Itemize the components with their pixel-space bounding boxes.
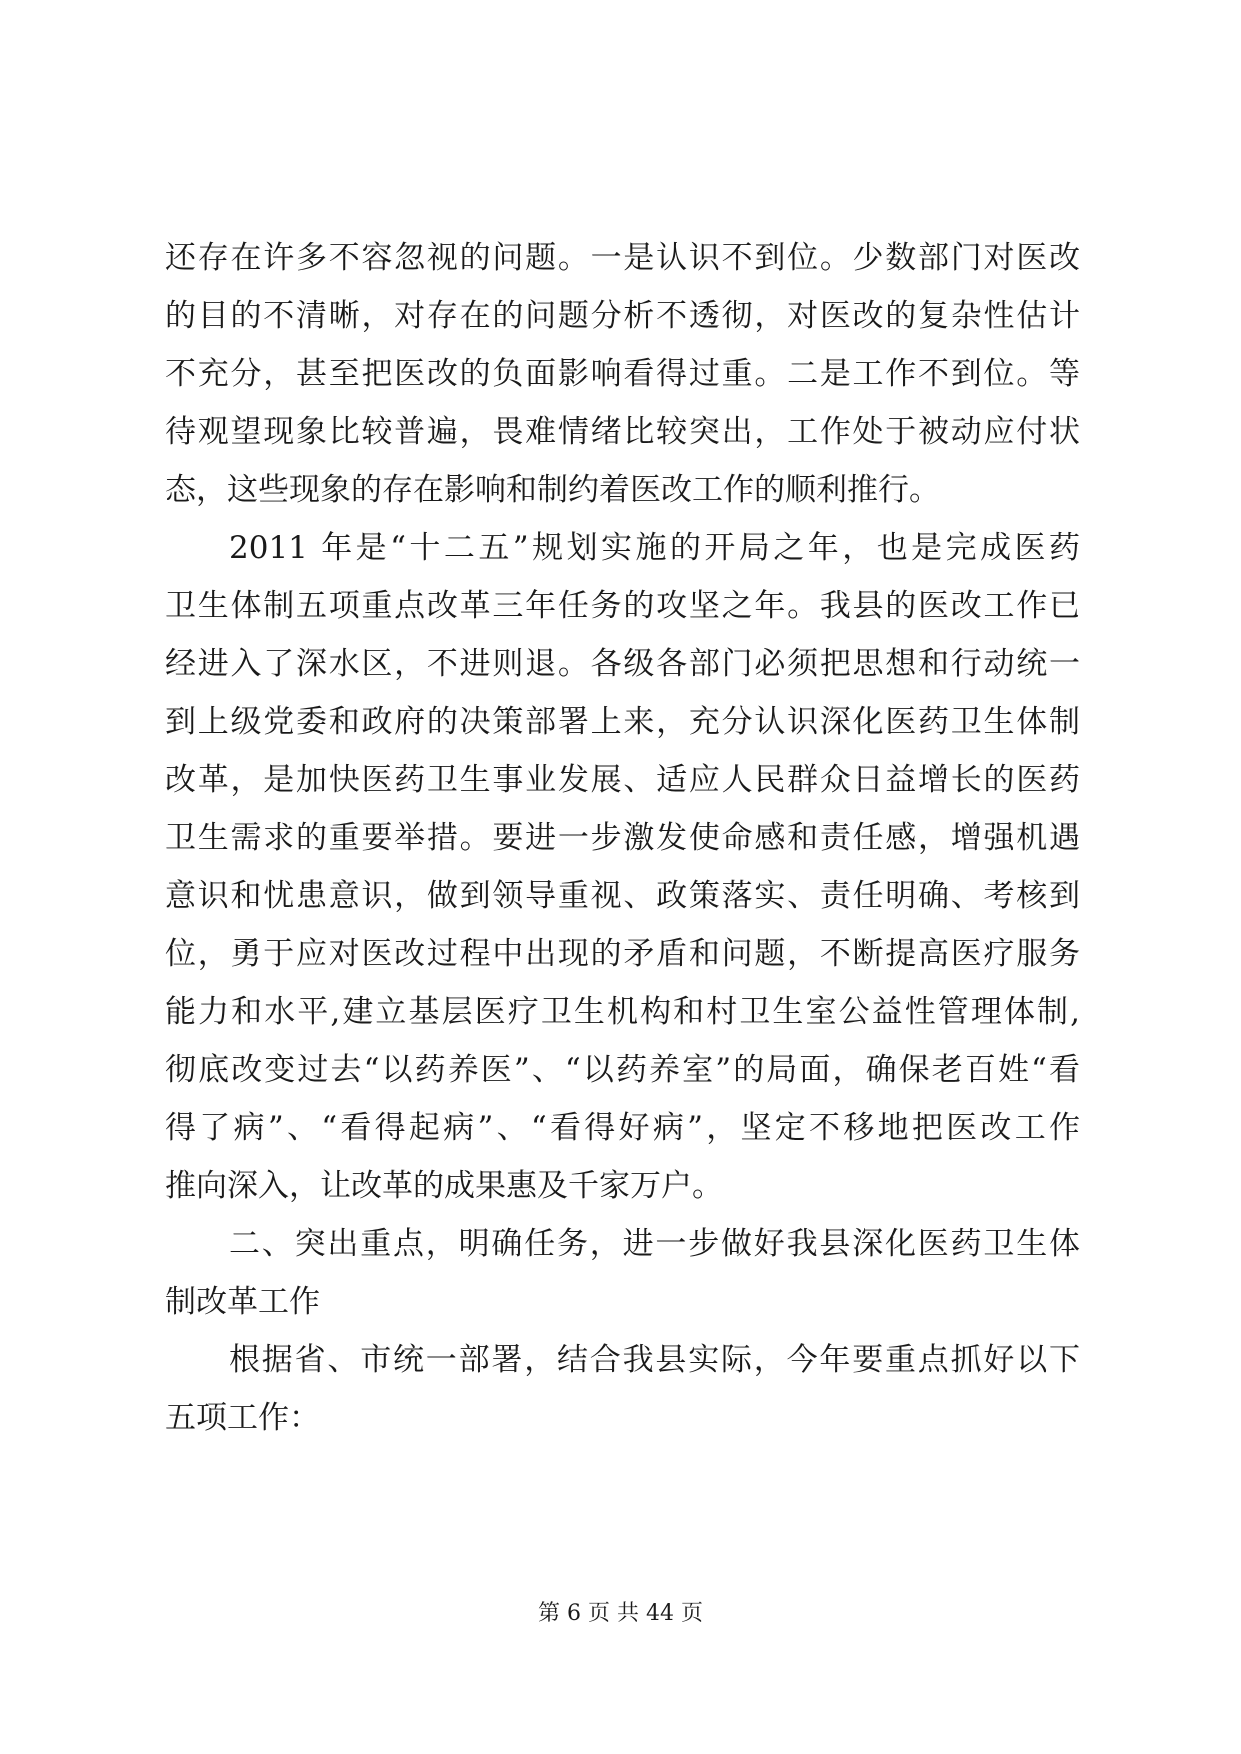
page-footer: 第 6 页 共 44 页 <box>538 1601 703 1626</box>
text-line: 能力和水平,建立基层医疗卫生机构和村卫生室公益性管理体制, <box>165 994 1080 1030</box>
body-text <box>165 229 1080 1447</box>
text-line: 2011 年是“十二五”规划实施的开局之年，也是完成医药 <box>229 530 1080 566</box>
text-line: 到上级党委和政府的决策部署上来，充分认识深化医药卫生体制 <box>165 704 1080 740</box>
text-line: 制改革工作 <box>165 1284 320 1320</box>
text-line: 卫生需求的重要举措。要进一步激发使命感和责任感，增强机遇 <box>165 820 1080 856</box>
text-line: 还存在许多不容忽视的问题。一是认识不到位。少数部门对医改 <box>165 240 1080 276</box>
text-line: 得了病”、“看得起病”、“看得好病”，坚定不移地把医改工作 <box>165 1110 1080 1146</box>
text-line: 改革，是加快医药卫生事业发展、适应人民群众日益增长的医药 <box>165 762 1080 798</box>
text-line: 彻底改变过去“以药养医”、“以药养室”的局面，确保老百姓“看 <box>165 1052 1080 1088</box>
text-line: 卫生体制五项重点改革三年任务的攻坚之年。我县的医改工作已 <box>165 588 1080 624</box>
text-line: 意识和忧患意识，做到领导重视、政策落实、责任明确、考核到 <box>165 878 1080 914</box>
text-line: 态，这些现象的存在影响和制约着医改工作的顺利推行。 <box>165 472 940 508</box>
text-line: 经进入了深水区，不进则退。各级各部门必须把思想和行动统一 <box>165 646 1080 682</box>
text-line: 的目的不清晰，对存在的问题分析不透彻，对医改的复杂性估计 <box>165 298 1080 334</box>
text-line: 五项工作： <box>165 1400 320 1436</box>
text-line: 待观望现象比较普遍，畏难情绪比较突出，工作处于被动应付状 <box>165 414 1080 450</box>
text-line: 位，勇于应对医改过程中出现的矛盾和问题，不断提高医疗服务 <box>165 936 1080 972</box>
text-line: 根据省、市统一部署，结合我县实际，今年要重点抓好以下 <box>229 1342 1080 1378</box>
text-line: 不充分，甚至把医改的负面影响看得过重。二是工作不到位。等 <box>165 356 1080 392</box>
text-line: 二、突出重点，明确任务，进一步做好我县深化医药卫生体 <box>229 1226 1080 1262</box>
text-line: 推向深入，让改革的成果惠及千家万户。 <box>165 1168 723 1204</box>
